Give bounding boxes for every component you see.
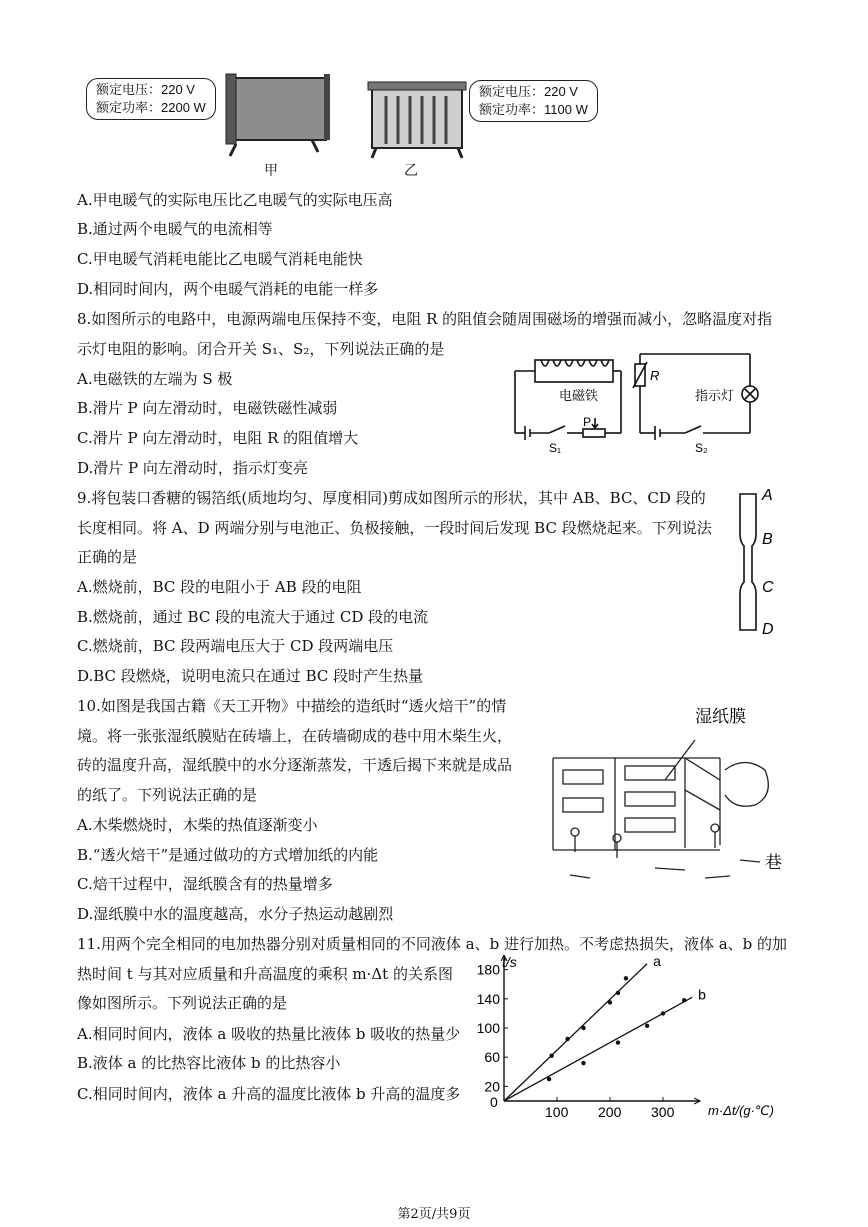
q10-stem-line1: 10.如图是我国古籍《天工开物》中描绘的造纸时“透火焙干”的情 [77, 697, 507, 715]
q9-option-a: A.燃烧前，BC 段的电阻小于 AB 段的电阻 [77, 578, 362, 596]
q8-option-c: C.滑片 P 向左滑动时，电阻 R 的阻值增大 [77, 429, 359, 447]
q9-option-d: D.BC 段燃烧，说明电流只在通过 BC 段时产生热量 [77, 667, 424, 685]
rating-voltage-jia: 额定电压：220 V [96, 82, 195, 97]
q11-option-b: B.液体 a 的比热容比液体 b 的比热容小 [77, 1054, 341, 1072]
chart-ylabel: t/s [502, 955, 517, 970]
x-tick-label: 200 [598, 1104, 622, 1120]
switch-s2-label: S₂ [695, 441, 708, 455]
chart-series-lines [504, 955, 706, 1101]
series-label-b: b [698, 986, 706, 1003]
heater-jia-caption: 甲 [264, 163, 278, 179]
q9-foil-shape [730, 484, 790, 640]
q11-stem-line2: 热时间 t 与其对应质量和升高温度的乘积 m·Δt 的关系图 [77, 965, 453, 983]
y-tick-label: 60 [484, 1049, 500, 1066]
rating-power-yi: 额定功率：1100 W [479, 102, 588, 117]
q11-heating-chart [470, 955, 800, 1125]
data-point-b [547, 1077, 551, 1081]
indicator-lamp-label: 指示灯 [695, 388, 735, 403]
x-tick-label: 100 [545, 1104, 569, 1120]
data-point-a [565, 1037, 569, 1041]
data-point-a [624, 976, 628, 980]
q10-option-b: B.“透火焙干”是通过做功的方式增加纸的内能 [77, 846, 379, 864]
data-point-b [682, 998, 686, 1002]
q10-option-c: C.焙干过程中，湿纸膜含有的热量增多 [77, 875, 333, 893]
y-tick-label: 20 [484, 1078, 500, 1095]
q8-option-b: B.滑片 P 向左滑动时，电磁铁磁性减弱 [77, 399, 338, 417]
heater-yi-rating [469, 80, 598, 122]
data-point-b [616, 1040, 620, 1044]
y-tick-label: 100 [476, 1020, 500, 1036]
q10-stem-line3: 砖的温度升高，湿纸膜中的水分逐渐蒸发，干透后揭下来就是成品 [77, 756, 513, 774]
data-point-a [581, 1026, 585, 1030]
q8-circuit-diagram [505, 348, 770, 458]
heater-jia-illustration [212, 72, 332, 164]
point-c-label: C [762, 579, 774, 596]
q7-option-c: C.甲电暖气消耗电能比乙电暖气消耗电能快 [77, 250, 363, 268]
heater-jia-rating [86, 78, 216, 120]
q8-option-d: D.滑片 P 向左滑动时，指示灯变亮 [77, 459, 308, 477]
x-tick-label: 300 [651, 1104, 675, 1120]
y-tick-label: 140 [476, 990, 500, 1007]
q10-option-d: D.湿纸膜中水的温度越高，水分子热运动越剧烈 [77, 905, 394, 923]
electromagnet-label: 电磁铁 [559, 388, 599, 403]
q10-stem-line4: 的纸了。下列说法正确的是 [77, 786, 258, 804]
q9-option-c: C.燃烧前，BC 段两端电压大于 CD 段两端电压 [77, 637, 394, 655]
series-label-a: a [653, 955, 661, 969]
q8-stem-line2: 示灯电阻的影响。闭合开关 S₁、S₂，下列说法正确的是 [77, 340, 445, 358]
page-footer: 第2页/共9页 [397, 1207, 471, 1222]
point-b-label: B [762, 531, 773, 548]
q10-papermaking-illustration [545, 700, 790, 890]
q9-option-b: B.燃烧前，通过 BC 段的电流大于通过 CD 段的电流 [77, 608, 429, 626]
point-a-label: A [762, 487, 773, 504]
slider-p-label: P [583, 415, 592, 429]
point-d-label: D [762, 621, 774, 638]
chart-origin-label: 0 [490, 1094, 498, 1110]
rating-voltage-yi: 额定电压：220 V [479, 84, 578, 99]
rating-power-jia: 额定功率：2200 W [96, 100, 206, 115]
data-point-b [661, 1011, 665, 1015]
q11-stem-line3: 像如图所示。下列说法正确的是 [77, 994, 288, 1012]
q11-option-c: C.相同时间内，液体 a 升高的温度比液体 b 升高的温度多 [77, 1085, 461, 1103]
heater-yi-caption: 乙 [404, 163, 418, 179]
chart-xlabel: m·Δt/(g·℃) [708, 1103, 774, 1118]
q9-stem-line3: 正确的是 [77, 548, 138, 566]
q9-stem-line1: 9.将包装口香糖的锡箔纸(质地均匀、厚度相同)剪成如图所示的形状，其中 AB、BC、CD 段的 [77, 489, 706, 507]
q11-option-a: A.相同时间内，液体 a 吸收的热量比液体 b 吸收的热量少 [77, 1025, 461, 1043]
wet-paper-film-label: 湿纸膜 [695, 707, 746, 726]
q9-stem-line2: 长度相同。将 A、D 两端分别与电池正、负极接触，一段时间后发现 BC 段燃烧起来。下列说法 [77, 519, 712, 537]
chart-axes [501, 955, 700, 1104]
heater-yi-illustration [364, 78, 474, 162]
q7-option-b: B.通过两个电暖气的电流相等 [77, 220, 273, 238]
chart-ticks [477, 962, 675, 1120]
q11-stem-line1: 11.用两个完全相同的电加热器分别对质量相同的不同液体 a、b 进行加热。不考虑热损失，液体 a、b 的加 [77, 935, 788, 953]
q10-stem-line2: 境。将一张张湿纸膜贴在砖墙上，在砖墙砌成的巷中用木柴生火， [77, 727, 513, 745]
q7-option-d: D.相同时间内，两个电暖气消耗的电能一样多 [77, 280, 379, 298]
data-point-a [608, 1000, 612, 1004]
alley-label: 巷 [765, 853, 782, 872]
data-point-b [645, 1024, 649, 1028]
q10-option-a: A.木柴燃烧时，木柴的热值逐渐变小 [77, 816, 318, 834]
data-point-b [581, 1061, 585, 1065]
q8-stem-line1: 8.如图所示的电路中，电源两端电压保持不变，电阻 R 的阻值会随周围磁场的增强而减小，忽略温度对指 [77, 310, 773, 328]
data-point-a [616, 991, 620, 995]
data-point-a [550, 1054, 554, 1058]
q7-option-a: A.甲电暖气的实际电压比乙电暖气的实际电压高 [77, 191, 393, 209]
q8-option-a: A.电磁铁的左端为 S 极 [77, 370, 233, 388]
switch-s1-label: S₁ [549, 441, 562, 455]
y-tick-label: 180 [476, 961, 500, 978]
series-line-a [504, 964, 647, 1101]
resistor-r-label: R [650, 368, 660, 383]
